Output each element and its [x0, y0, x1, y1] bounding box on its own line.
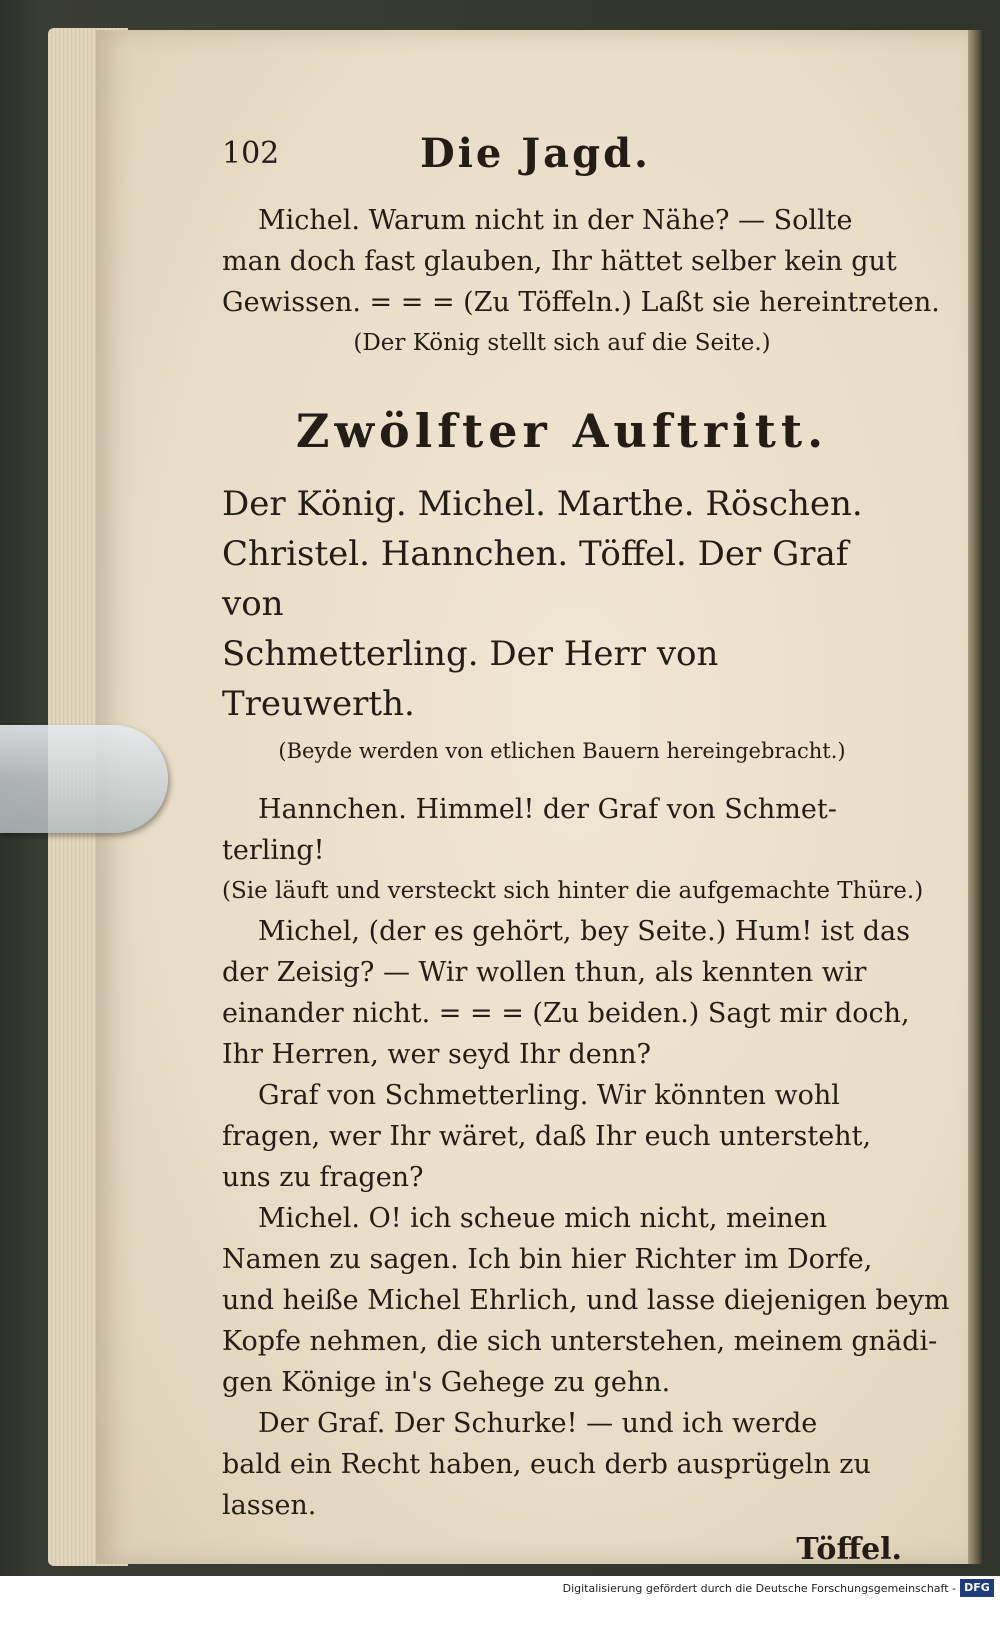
dialogue-line: Der Graf. Der Schurke! — und ich werde: [258, 1408, 818, 1439]
digitization-credit: Digitalisierung gefördert durch die Deutsche Forschungsgemeinschaft -: [562, 1582, 956, 1595]
page-number: 102: [222, 136, 280, 171]
dialogue-line: Ihr Herren, wer seyd Ihr denn?: [222, 1039, 652, 1070]
dialogue-line: gen Könige in's Gehege zu gehn.: [222, 1367, 671, 1398]
text-line: Gewissen. = = = (Zu Töffeln.) Laßt sie hereintreten.: [222, 287, 940, 318]
cast-line: Der König. Michel. Marthe. Röschen.: [222, 484, 863, 524]
dialogue-line: Namen zu sagen. Ich bin hier Richter im Dorfe,: [222, 1244, 873, 1275]
running-title: Die Jagd.: [420, 130, 651, 177]
dialogue-line: und heiße Michel Ehrlich, und lasse diejenigen beym: [222, 1285, 950, 1316]
cast-note: (Beyde werden von etlichen Bauern hereingebracht.): [278, 739, 846, 763]
dialogue-line: der Zeisig? — Wir wollen thun, als kennten wir: [222, 957, 867, 988]
page-header: [222, 130, 902, 200]
catchword: Töffel.: [796, 1532, 902, 1567]
dialogue-line: uns zu fragen?: [222, 1162, 424, 1193]
dialogue-line: Michel. O! ich scheue mich nicht, meinen: [258, 1203, 828, 1234]
dialogue-line: Michel, (der es gehört, bey Seite.) Hum! ist das: [258, 916, 910, 947]
dialogue-line: Kopfe nehmen, die sich unterstehen, meinem gnädi-: [222, 1326, 938, 1357]
dialogue-line: lassen.: [222, 1490, 317, 1521]
page-text: [222, 130, 950, 1567]
cast-line: Christel. Hannchen. Töffel. Der Graf von: [222, 534, 849, 624]
page-right-edge: [968, 30, 982, 1564]
dialogue-line: bald ein Recht haben, euch derb ausprügeln zu: [222, 1449, 871, 1480]
dialogue-line: terling!: [222, 835, 325, 866]
dfg-logo: DFG: [960, 1579, 994, 1597]
cast-line: Schmetterling. Der Herr von Treuwerth.: [222, 634, 719, 724]
dialogue-line: Hannchen. Himmel! der Graf von Schmet-: [258, 794, 837, 825]
page-clip: [0, 725, 168, 833]
text-line: man doch fast glauben, Ihr hättet selber kein gut: [222, 246, 897, 277]
scene-title: Zwölfter Auftritt.: [295, 404, 829, 458]
stage-direction: (Der König stellt sich auf die Seite.): [353, 330, 771, 356]
dialogue-line: fragen, wer Ihr wäret, daß Ihr euch untersteht,: [222, 1121, 872, 1152]
dialogue-line: Graf von Schmetterling. Wir könnten wohl: [258, 1080, 840, 1111]
dialogue-line: einander nicht. = = = (Zu beiden.) Sagt mir doch,: [222, 998, 910, 1029]
text-line: Michel. Warum nicht in der Nähe? — Sollte: [258, 205, 853, 236]
stage-direction: (Sie läuft und versteckt sich hinter die aufgemachte Thüre.): [222, 878, 924, 904]
